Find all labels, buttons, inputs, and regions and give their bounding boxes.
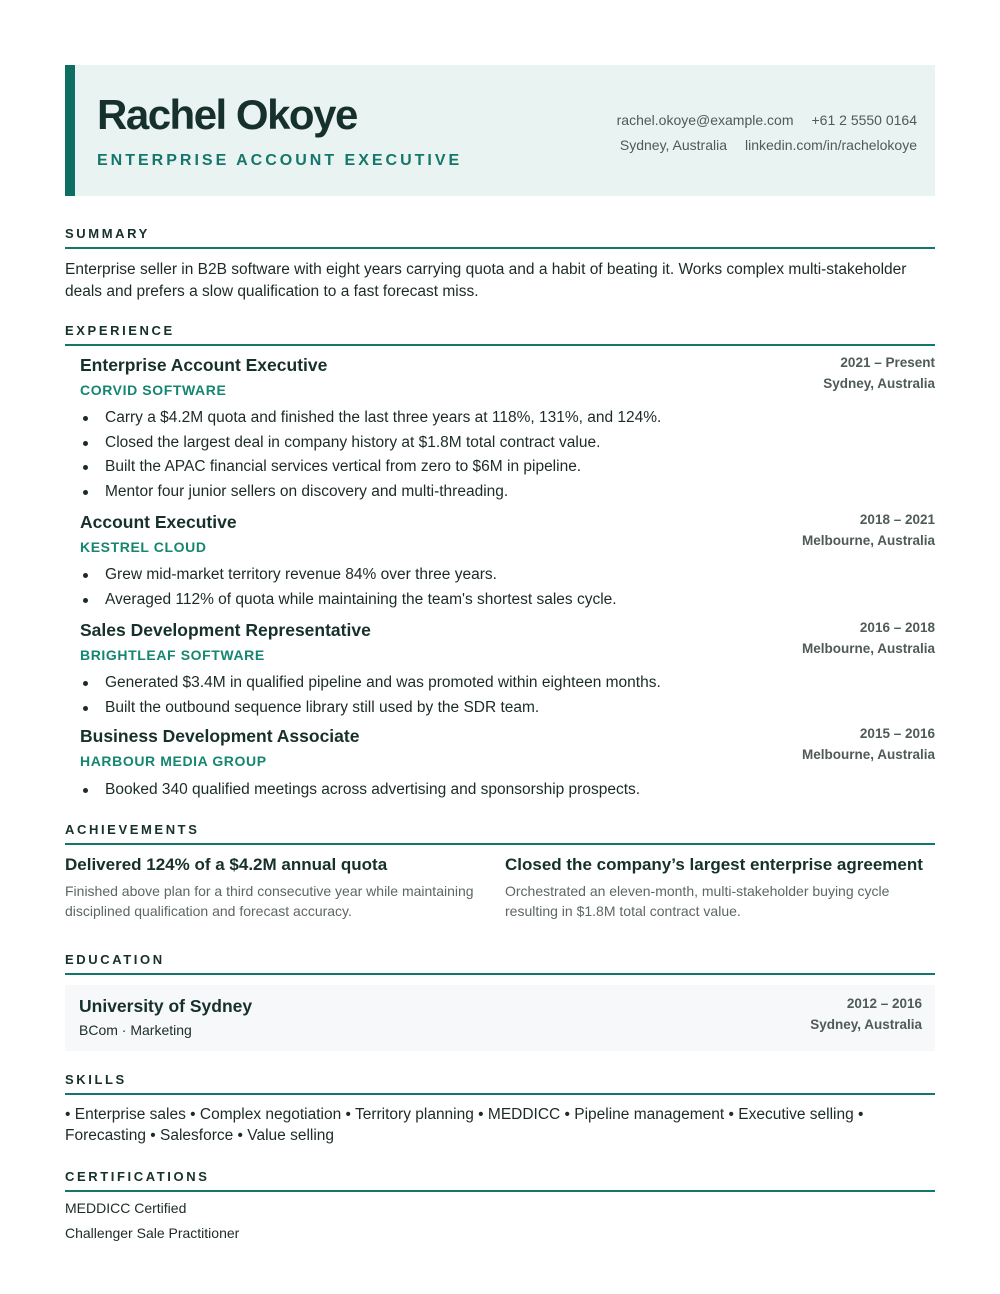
experience-entry [65,620,935,720]
job-bullet: Grew mid-market territory revenue 84% over three years. [105,563,617,588]
job-bullet: Booked 340 qualified meetings across advertising and sponsorship prospects. [105,778,640,803]
education-entry [65,985,935,1051]
job-title: Account Executive [80,512,237,532]
certification-item: MEDDICC Certified [65,1200,187,1216]
education-degree: BCom · Marketing [79,1022,192,1038]
experience-entry [65,726,935,806]
contact-info [617,108,917,158]
contact-linkedin: linkedin.com/in/rachelokoye [745,137,917,153]
job-title: Business Development Associate [80,726,360,746]
job-company: BRIGHTLEAF SOFTWARE [80,647,265,663]
job-bullets [105,778,640,803]
job-bullet: Carry a $4.2M quota and finished the last three years at 118%, 131%, and 124%. [105,406,661,431]
skills-list: • Enterprise sales • Complex negotiation • Territory planning • MEDDICC • Pipeline management • Executive selling • Forecasting • Salesforce • Value selling [65,1106,864,1144]
job-dates: 2016 – 2018 [859,620,935,635]
candidate-name: Rachel Okoye [97,91,357,138]
job-company: HARBOUR MEDIA GROUP [80,753,267,769]
job-dates: 2021 – Present [840,355,935,370]
contact-phone: +61 2 5550 0164 [811,112,917,128]
job-bullets [105,671,661,720]
section-title-summary: SUMMARY [65,226,935,249]
experience-entry [65,512,935,612]
job-bullet: Built the outbound sequence library still used by the SDR team. [105,696,661,721]
section-title-skills: SKILLS [65,1072,935,1095]
section-title-certifications: CERTIFICATIONS [65,1169,935,1192]
job-dates: 2015 – 2016 [859,726,935,741]
contact-location: Sydney, Australia [619,137,728,153]
certification-item: Challenger Sale Practitioner [65,1225,240,1241]
job-bullet: Generated $3.4M in qualified pipeline and was promoted within eighteen months. [105,671,661,696]
job-dates: 2018 – 2021 [859,512,935,527]
education-location: Sydney, Australia [810,1017,922,1032]
job-company: KESTREL CLOUD [80,539,207,555]
education-school: University of Sydney [79,996,253,1016]
job-bullet: Mentor four junior sellers on discovery and multi-threading. [105,480,661,505]
job-location: Sydney, Australia [823,376,935,391]
section-title-experience: EXPERIENCE [65,323,935,346]
education-dates: 2012 – 2016 [846,996,922,1011]
candidate-role: ENTERPRISE ACCOUNT EXECUTIVE [97,152,463,169]
job-location: Melbourne, Australia [801,641,935,656]
job-bullets [105,563,617,612]
experience-entry [65,355,935,505]
job-location: Melbourne, Australia [801,747,935,762]
achievement-item [505,855,930,921]
contact-email: rachel.okoye@example.com [616,112,794,128]
resume-header [65,65,935,196]
job-company: CORVID SOFTWARE [80,382,227,398]
job-title: Sales Development Representative [80,620,371,640]
job-location: Melbourne, Australia [801,533,935,548]
job-title: Enterprise Account Executive [80,355,328,375]
achievement-title: Closed the company’s largest enterprise agreement [505,855,923,874]
section-title-achievements: ACHIEVEMENTS [65,822,935,845]
achievement-description: Orchestrated an eleven-month, multi-stakeholder buying cycle resulting in $1.8M total contract value. [505,883,890,919]
job-bullet: Closed the largest deal in company history at $1.8M total contract value. [105,431,661,456]
summary-text: Enterprise seller in B2B software with eight years carrying quota and a habit of beating it. Works complex multi-stakeholder deals and prefers a slow qualification to a fast forecast miss. [65,261,907,300]
job-bullets [105,406,661,504]
achievement-item [65,855,490,921]
job-bullet: Built the APAC financial services vertical from zero to $6M in pipeline. [105,455,661,480]
job-bullet: Averaged 112% of quota while maintaining the team's shortest sales cycle. [105,588,617,613]
achievement-title: Delivered 124% of a $4.2M annual quota [65,855,388,874]
section-title-education: EDUCATION [65,952,935,975]
resume-page [65,65,935,1241]
achievement-description: Finished above plan for a third consecutive year while maintaining disciplined qualification and forecast accuracy. [65,883,474,919]
